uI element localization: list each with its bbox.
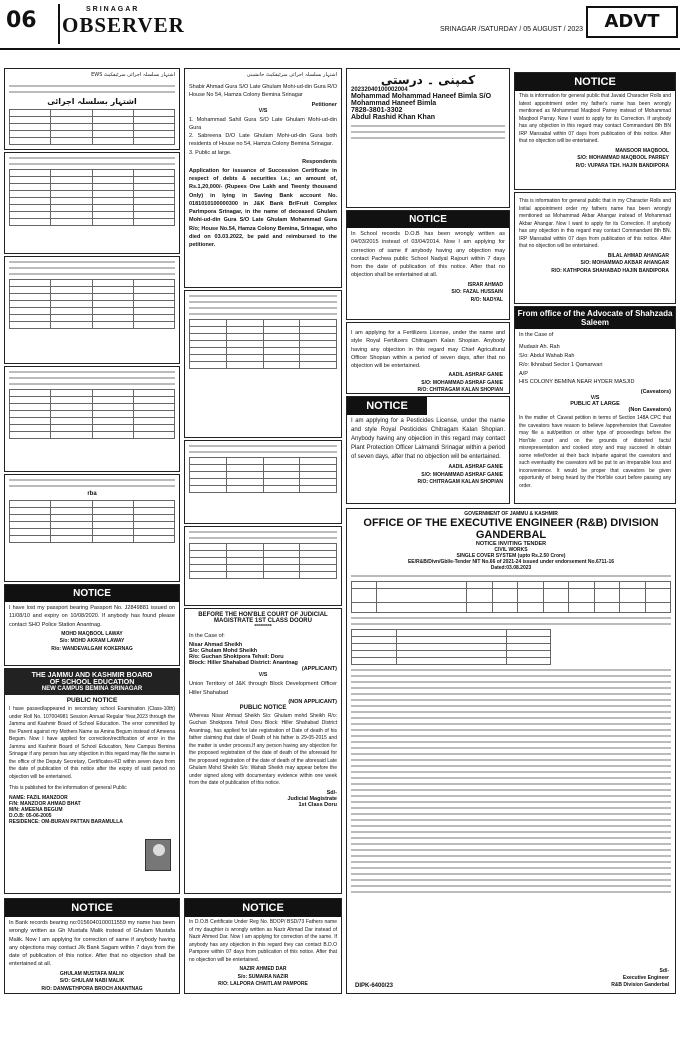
photo bbox=[145, 839, 171, 871]
character-roll-notice: NOTICE This is information for general public that Javaid Character Rolls and latest appointment order my father's name has been wrongly mentioned as Mohammad Maqbool Parrey instead of Mohammad Maqbool Parray. Now I want to apply for its Correction. If anybody has any objection in this regard may contact Commandant 8th BN IRP Mansabal within 07 days from publication of this notice. After that no objection will be entertained. MANSOOR MAQBOOL S/O: MOHAMMAD MAQBOOL PARREY R/O: VUPARA TEH. HAJIN BANDIPORA bbox=[514, 72, 676, 190]
bank-notice: NOTICE In Bank records bearing no:0156040100011559 my name has been wrongly written as Gh Mustafa Malik instead of Ghulam Mustafa Malik. Now I am applying for correction of same if anybody having any objections may contact J/k Bank Sagam within 7 days from the date of publication of this notice. After that no objection shall be entertained at all. GHULAM MUSTAFA MALIK S/O: GHULAM NABI MALIK R/O: DANWETHPORA BROCH ANANTNAG bbox=[4, 898, 180, 994]
notice-title: NOTICE bbox=[5, 899, 179, 917]
urdu-notice bbox=[184, 290, 342, 438]
rba-label: rba bbox=[87, 491, 97, 497]
advocate-caveat: From office of the Advocate of Shahzada Saleem In the Case of Mudasir Ah. Rah S/o: Abdul Wahab Rah R/o: Ikhrabad Sector 1 Qamarwari A/P HIS COLONY BEMINA NEAR HYDER MASJID (Caveators) V/S PUBLIC AT LARGE (Non Caveators) In the matter of: Caveat petition in terms of Section 148A CPC that the caveators have reason to believe /apprehension that Caveatee may file a suit/petition or other type of proceedings before the Hon'ble court and on the grounds of distorted facts/ misrepresentation and cooked story and may succeed in obtain some relief/order at their back in/parte against the caveators and such eventuality the caveators will be put to an irreparable loss and inconvenience. It would be proper that caveators be given opportunity of being heard by the Hon'ble court before passing any order. bbox=[514, 306, 676, 504]
court-notice: BEFORE THE HON'BLE COURT OF JUDICIAL MAGISTRATE 1ST CLASS DOORU ********* In the Case of: Nisar Ahmad Sheikh S/o: Ghulam Mohd Sheikh R/o: Guchan Shoktpora Tehsil: Doru Block: Hiller Shahabad District: Anantnag (APPLICANT) V/S Union Territory of J&K through Block Development Officer Hiller Shahabad (NON APPLICANT) PUBLIC NOTICE Whereas Nisar Ahmad Sheikh S/o: Ghulam mohd Sheikh R/o: Guchan Shoktpora Tehsil Doru Block: Hiller Shahabad District Anantnag, has applied for late registration of Date of death of his father claiming that date of Death of his father is 29-05-2015 and the matter is under process.If any person having any objection for the proposed registration of the date of death of the aforesaid for the proposed registration of the date of death of the aforesaid Late Ghulam Mohd Sheikh S/o: Wahab Sheikh may appear before the under signed along with documentary evidence within one week from the date of publication of this notice. Sd/- Judicial Magistrate 1st Class Doru bbox=[184, 608, 342, 894]
notice-title: NOTICE bbox=[5, 585, 179, 602]
table bbox=[9, 109, 175, 145]
pesticide-notice: NOTICE I am applying for a Pesticides License, under the name and style Royal Pesticides Chitragam Kalan Shopian. Anybody having any objection in this regard may contact Plant Protection Officer Lalmandi Srinagar within a period of seven days, after that no objection will be entertained. AADIL ASHRAF GANIE S/O: MOHAMMAD ASHRAF GANIE R/O: CHITRAGAM KALAN SHOPIAN bbox=[346, 396, 510, 504]
urdu-notice bbox=[184, 526, 342, 606]
dateline: SRINAGAR /SATURDAY / 05 AUGUST / 2023 bbox=[440, 26, 584, 33]
urdu-mixed-notice: کمپنی ۔ درستی 20232040100002004 Mohammad Mohammad Haneef Bimla S/O Mohammad Haneef Bimla 7828-3801-3302 Abdul Rashid Khan Khan bbox=[346, 68, 510, 208]
notice-body: I have lost my passport bearing Passport No. J2849881 issued on 11/08/10 and expiry on 10/08/2020. If anybody has found please contact SHO Police Station Anantnag. bbox=[9, 605, 175, 628]
urdu-notice bbox=[4, 256, 180, 364]
tender-notice: GOVERNMENT OF JAMMU & KASHMIR OFFICE OF THE EXECUTIVE ENGINEER (R&B) DIVISION GANDERBAL NOTICE INVITING TENDER CIVIL WORKS SINGLE COVER SYSTEM (upto Rs.2.50 Crore) EE/R&B/Divn/Gbl/e-Tender NIT No.66 of 2021-24 issued under endorsement No.6711-16 Dated:03.08.2023 DIPK-6400/23 Sd/- Executive Engineer R&B Division Ganderbal bbox=[346, 508, 676, 994]
page-number: 06 bbox=[6, 8, 37, 33]
ews-notice: اشتہار بسلسلہ اجرائی سرٹیفکیٹ EWS اشتہار بسلسلہ اجرائی bbox=[4, 68, 180, 150]
logo: OBSERVER bbox=[62, 13, 185, 37]
urdu-notice bbox=[4, 366, 180, 472]
school-record-notice: NOTICE In School records D.O.B has been wrongly written as 04/03/2015 instead of 03/04/2014. Now I am applying for correction of same if anybody having any objection may contact Pachwa public School Nadyal Rajouri within 7 days from the date of publication of this notice. After that no objection shall be entertained at all. ISRAR AHMAD S/O: FAZAL HUSSAIN R/O: NADYAL bbox=[346, 210, 510, 320]
tender-table bbox=[351, 581, 671, 613]
urdu-notice bbox=[4, 474, 180, 582]
school-board-notice: THE JAMMU AND KASHMIR BOARD OF SCHOOL EDUCATION NEW CAMPUS BEMINA SRINAGAR PUBLIC NOTICE I have passed/appeared in secondary school Examination (Class-10th) under Roll No. 107004981 Session Annual Regular Year,2023 through the Jammu and Kashmir Board of School Education. The error committed by the Parent against my Mothers Name as Amina Begum instead of Ameena Begum. Now I have applied for correction/rectification of error in the Jammu and Kashmir Board of School Education, New Campus Bemina Srinagar if any person has any objection in this regard may file the same in the office of the Deputy Secretary, Certificates-KD within seven days from the date of publication of this notice after the expiry of said period no objection will be entertained. This is published for the information of general Public NAME: FAZIL MANZOOR F/N: MANZOOR AHMAD BHAT M/N: AMEENA BEGUM D.O.B: 05-06-2005 RESIDENCE: OM-BURAN PATTAN BARAMULLA bbox=[4, 668, 180, 894]
succession-notice: اشتہار بسلسلہ اجرائی سرٹیفکیٹ جانشینی Shabir Ahmad Gura S/O Late Ghulam Mohi-ud-din Gura R/O House No 54, Hamza Colony Bemina Srinagar Petitioner V/S 1. Mohammad Sahil Gura S/O Late Ghulam Mohi-ud-din Gura 2. Sabreena D/O Late Ghulam Mohi-ud-din Gura both residents of House no 54, Hamza Colony Bemina Srinagar. 3. Public at large. Respondents Application for issuance of Succession Certificate in respect of debts & securities i.e.; an amount of, Rs.1,20,000/- (Rupees One Lakh and Twenty thousand Only) in lying in Saving Bank account No. 0181010100000300 in J&K Bank Br/Fruit Complex Parimpora Srinagar, in the name of deceased Ghulam Mohi-ud-din Gura S/O Late Ghulam Mohammad Gura R/o; House No.54, Hamza Colony Bemina, Srinagar, who died on 03.03.2022, be paid and reimbursed to the petitioner. bbox=[184, 68, 342, 288]
urdu-notice bbox=[184, 440, 342, 524]
dob-notice: NOTICE In D.O.B Certificate Under Reg No. BDOP/ BSD/73 Fathers name of my daughter is wrongly written as Nazir Ahmad Dar instead of Nazir Ahmed Dar. Now I am applying for correction of the same. If anybody has any objection in this regard they can contact B.D.O Pampore within 07 days from publication of this notice. After that no objection will be entertained. NAZIR AHMED DAR S/o: SUMAIRA NAZIR R/O: LALPORA CHAITLAM PAMPORE bbox=[184, 898, 342, 994]
passport-notice: NOTICE I have lost my passport bearing Passport No. J2849881 issued on 11/08/10 and expiry on 10/08/2020. If anybody has found please contact SHO Police Station Anantnag. MOHD MAQBOOL LAWAY S/o: MOHD AKRAM LAWAY R/o: WANDEVALGAM KOKERNAG bbox=[4, 584, 180, 666]
section-label: ADVT bbox=[586, 6, 678, 38]
divider bbox=[58, 4, 60, 44]
character-roll-notice-2: This is information for general public that in my Character Rolls and Initial appointment order my fathers name has been wrongly mentioned as Mohammad Akbar Ahangar instead of Mohammad Akbar Ahangar. Now I want to apply for its Correction. If anybody has any objection in this regard may contact Commandant 8th BN. IRP Mansabal within 07 days from publication of this notice. After that no objection will be entertained. BILAL AHMAD AHANGAR S/O: MOHAMMAD AKBAR AHANGAR R/O: KATHPORA SHAHABAD HAJIN BANDIPORA bbox=[514, 192, 676, 304]
urdu-text: اشتہار بسلسلہ اجرائی سرٹیفکیٹ EWS bbox=[91, 72, 175, 78]
urdu-notice bbox=[4, 152, 180, 254]
logo-small: SRINAGAR bbox=[86, 6, 140, 13]
fertilizer-notice: I am applying for a Fertilizers License, under the name and style Royal Fertilizers Chitragam Kalan Shopian. Anybody having any objection in this regard may Chief Agricultural Officer Shopian within a period of seven days, after that no objection will be entertained. AADIL ASHRAF GANIE S/O: MOHAMMAD ASHRAF GANIE R/O: CHITRAGAM KALAN SHOPIAN bbox=[346, 322, 510, 394]
masthead bbox=[0, 0, 680, 50]
